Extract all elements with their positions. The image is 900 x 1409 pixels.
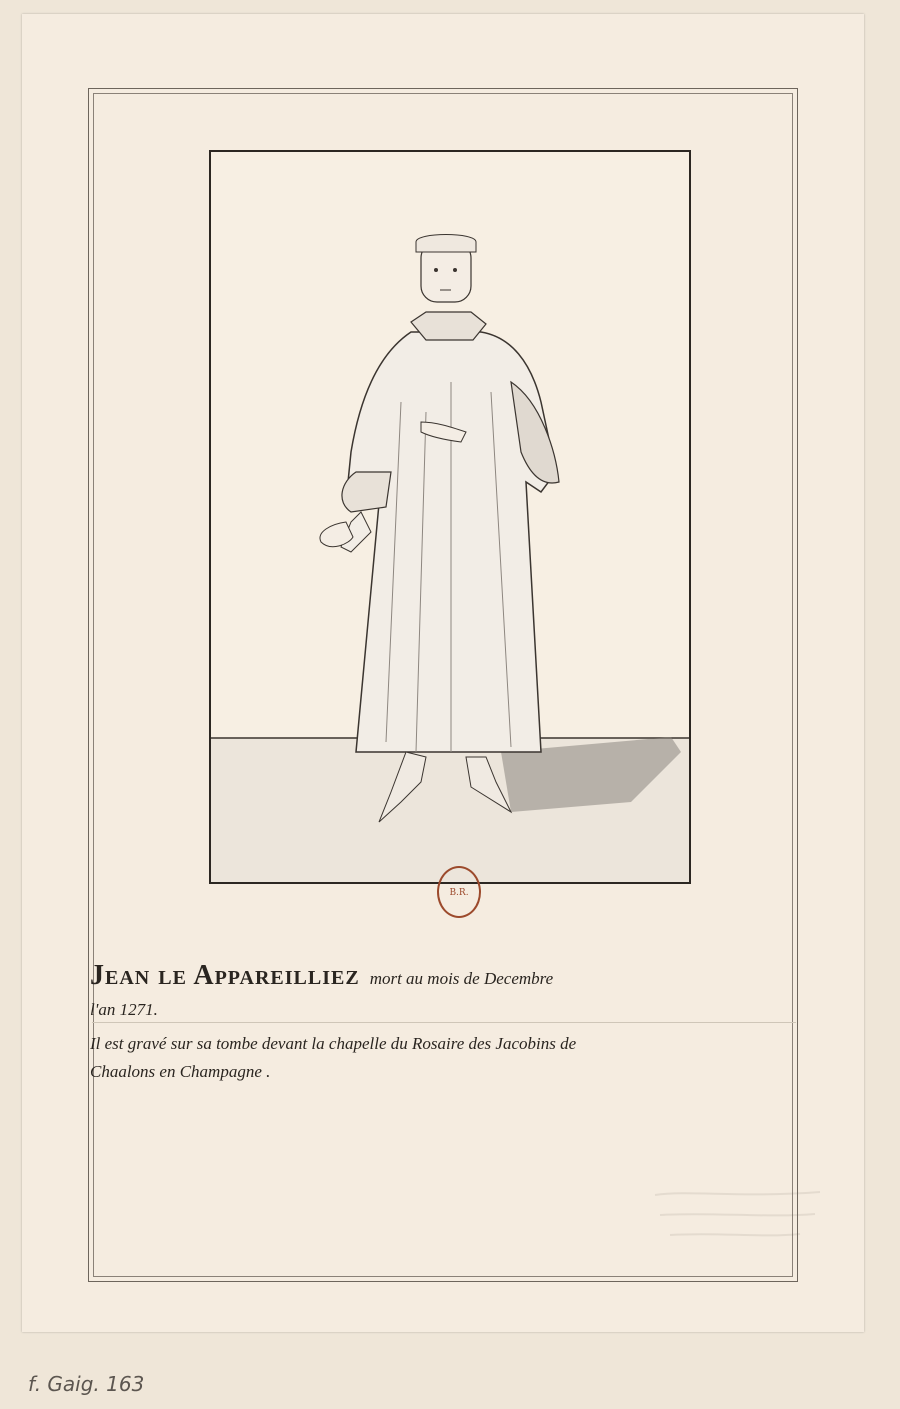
cap bbox=[416, 235, 476, 253]
illustration-frame bbox=[209, 150, 691, 884]
inscription-line-1: Il est gravé sur sa tombe devant la chapelle du Rosaire des Jacobins de bbox=[90, 1034, 577, 1053]
subject-name: Jean le Appareilliez bbox=[90, 960, 360, 991]
right-eye bbox=[453, 268, 457, 272]
caption-title-line bbox=[90, 960, 810, 992]
year-line: l'an 1271. bbox=[90, 1000, 158, 1019]
library-stamp bbox=[437, 866, 481, 918]
left-sleeve bbox=[342, 472, 391, 512]
faint-pencil-note bbox=[650, 1180, 830, 1250]
left-eye bbox=[434, 268, 438, 272]
hood-collar bbox=[411, 312, 486, 340]
death-text: mort au mois de Decembre bbox=[369, 969, 554, 988]
inscription-line-2: Chaalons en Champagne . bbox=[90, 1062, 271, 1081]
shelfmark: f. Gaig. 163 bbox=[28, 1372, 145, 1396]
stamp-text: B.R. bbox=[449, 888, 469, 898]
caption-block bbox=[90, 960, 810, 1082]
figure-drawing bbox=[211, 152, 689, 882]
